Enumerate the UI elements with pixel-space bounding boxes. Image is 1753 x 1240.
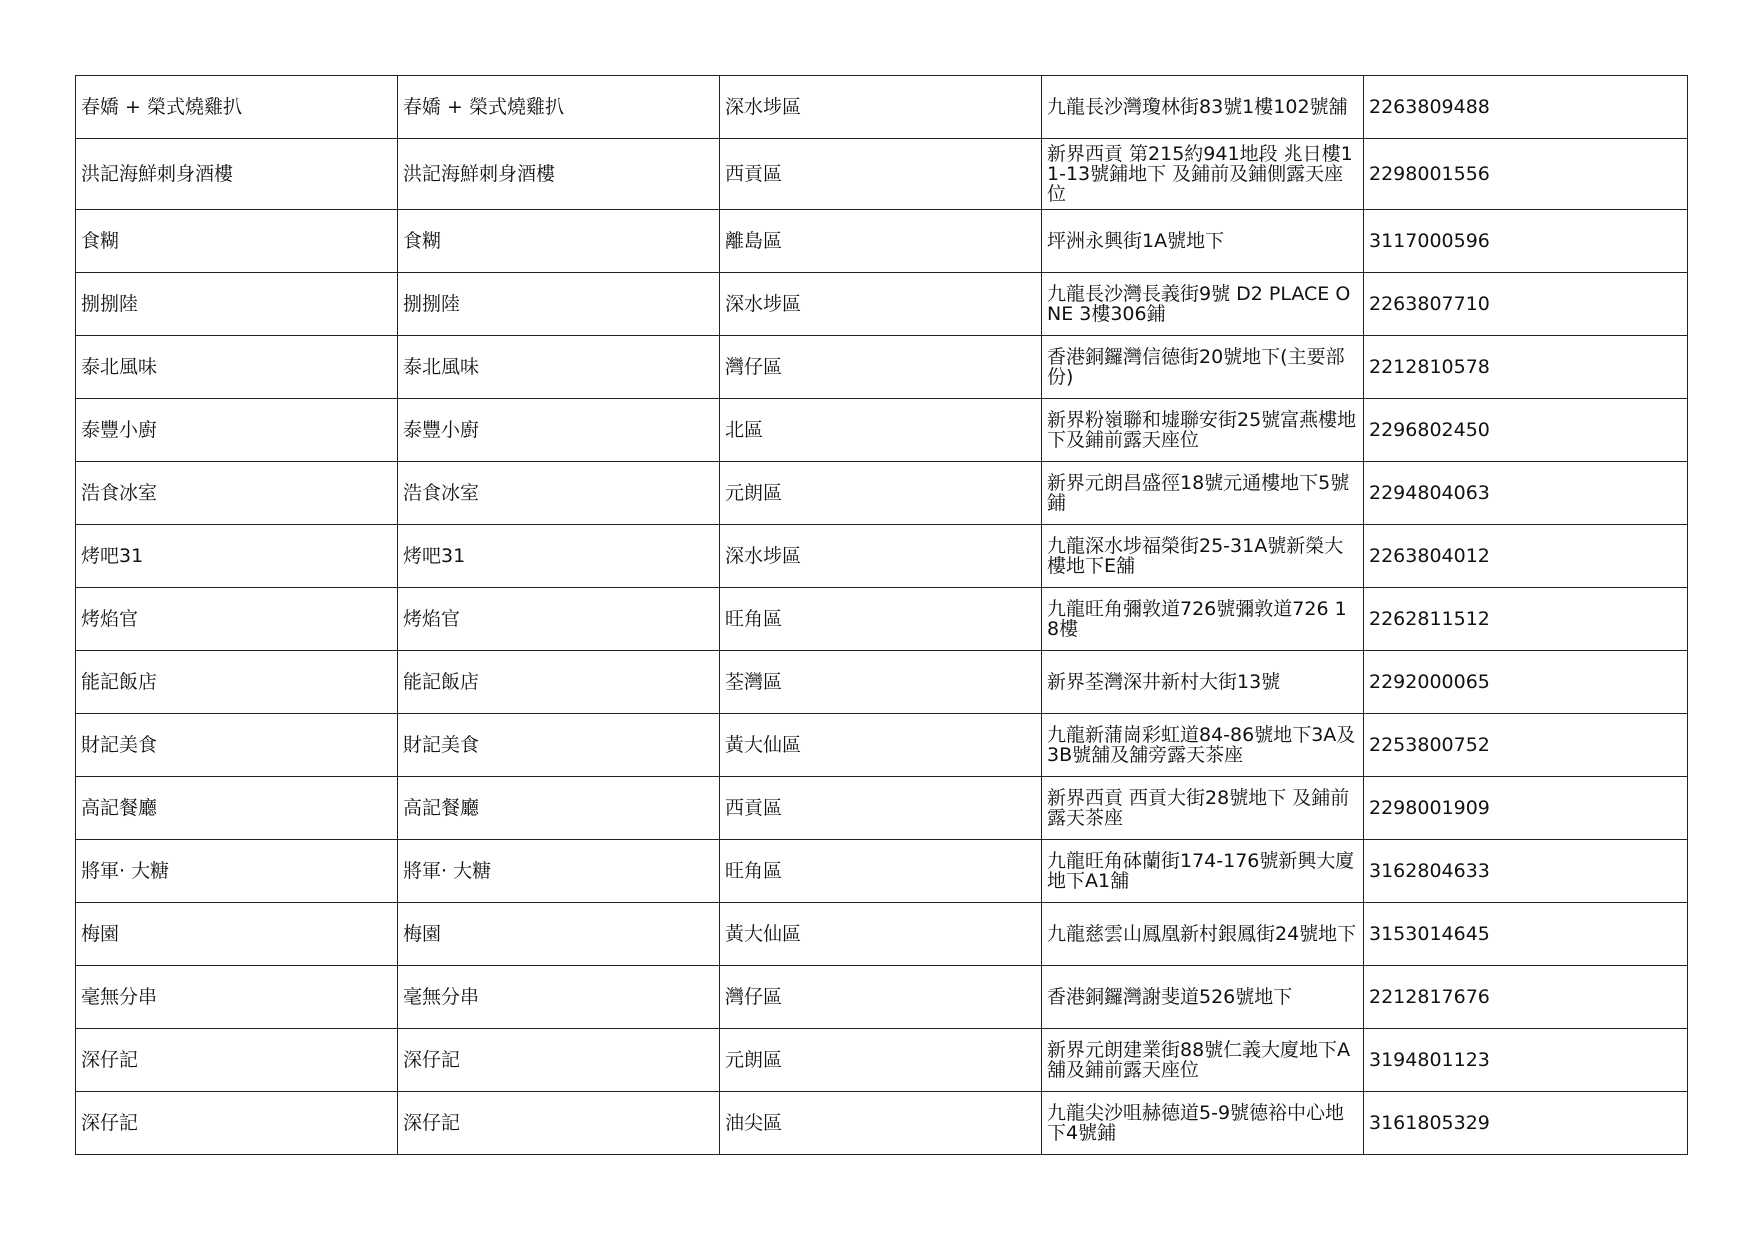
table-row	[76, 777, 1688, 840]
restaurant-name-cell: 能記飯店	[76, 651, 398, 714]
license-number-cell: 3117000596	[1364, 210, 1688, 273]
license-number-cell: 2212810578	[1364, 336, 1688, 399]
restaurant-name-cell: 梅園	[76, 903, 398, 966]
table-row	[76, 399, 1688, 462]
table-row	[76, 588, 1688, 651]
table-row	[76, 210, 1688, 273]
license-number-cell: 3153014645	[1364, 903, 1688, 966]
restaurant-name-cell: 捌捌陸	[76, 273, 398, 336]
restaurant-name-cell: 將軍· 大糖	[76, 840, 398, 903]
restaurant-name-alt-cell: 能記飯店	[398, 651, 720, 714]
table-row	[76, 903, 1688, 966]
restaurant-table	[75, 75, 1688, 1155]
district-cell: 元朗區	[720, 462, 1042, 525]
restaurant-name-cell: 財記美食	[76, 714, 398, 777]
district-cell: 旺角區	[720, 588, 1042, 651]
table-row	[76, 139, 1688, 210]
restaurant-name-cell: 烤焰官	[76, 588, 398, 651]
restaurant-name-cell: 泰北風味	[76, 336, 398, 399]
license-number-cell: 2212817676	[1364, 966, 1688, 1029]
table-row	[76, 966, 1688, 1029]
table-row	[76, 76, 1688, 139]
address-cell: 九龍長沙灣瓊林街83號1樓102號舖	[1042, 76, 1364, 139]
restaurant-name-alt-cell: 高記餐廳	[398, 777, 720, 840]
restaurant-name-cell: 深仔記	[76, 1029, 398, 1092]
address-cell: 新界西貢 第215約941地段 兆日樓11-13號鋪地下 及鋪前及鋪側露天座位	[1042, 139, 1364, 210]
address-cell: 九龍慈雲山鳳凰新村銀鳳街24號地下	[1042, 903, 1364, 966]
restaurant-name-alt-cell: 洪記海鮮刺身酒樓	[398, 139, 720, 210]
restaurant-name-cell: 浩食冰室	[76, 462, 398, 525]
address-cell: 香港銅鑼灣信德街20號地下(主要部份)	[1042, 336, 1364, 399]
table-row	[76, 840, 1688, 903]
district-cell: 離島區	[720, 210, 1042, 273]
address-cell: 新界粉嶺聯和墟聯安街25號富燕樓地下及鋪前露天座位	[1042, 399, 1364, 462]
license-number-cell: 3194801123	[1364, 1029, 1688, 1092]
district-cell: 黃大仙區	[720, 714, 1042, 777]
district-cell: 西貢區	[720, 777, 1042, 840]
restaurant-name-cell: 深仔記	[76, 1092, 398, 1155]
restaurant-name-alt-cell: 深仔記	[398, 1092, 720, 1155]
district-cell: 黃大仙區	[720, 903, 1042, 966]
restaurant-name-alt-cell: 泰北風味	[398, 336, 720, 399]
table-row	[76, 336, 1688, 399]
license-number-cell: 2263804012	[1364, 525, 1688, 588]
district-cell: 深水埗區	[720, 76, 1042, 139]
restaurant-name-alt-cell: 財記美食	[398, 714, 720, 777]
restaurant-name-alt-cell: 深仔記	[398, 1029, 720, 1092]
restaurant-name-cell: 烤吧31	[76, 525, 398, 588]
district-cell: 北區	[720, 399, 1042, 462]
license-number-cell: 2294804063	[1364, 462, 1688, 525]
district-cell: 旺角區	[720, 840, 1042, 903]
restaurant-name-alt-cell: 浩食冰室	[398, 462, 720, 525]
district-cell: 深水埗區	[720, 273, 1042, 336]
restaurant-name-alt-cell: 梅園	[398, 903, 720, 966]
address-cell: 香港銅鑼灣謝斐道526號地下	[1042, 966, 1364, 1029]
district-cell: 深水埗區	[720, 525, 1042, 588]
restaurant-name-cell: 食糊	[76, 210, 398, 273]
address-cell: 新界西貢 西貢大街28號地下 及鋪前露天茶座	[1042, 777, 1364, 840]
table-row	[76, 1029, 1688, 1092]
table-row	[76, 525, 1688, 588]
address-cell: 坪洲永興街1A號地下	[1042, 210, 1364, 273]
restaurant-name-alt-cell: 食糊	[398, 210, 720, 273]
license-number-cell: 2292000065	[1364, 651, 1688, 714]
address-cell: 九龍長沙灣長義街9號 D2 PLACE ONE 3樓306鋪	[1042, 273, 1364, 336]
address-cell: 新界元朗昌盛徑18號元通樓地下5號鋪	[1042, 462, 1364, 525]
restaurant-name-alt-cell: 捌捌陸	[398, 273, 720, 336]
table-row	[76, 651, 1688, 714]
address-cell: 新界元朗建業街88號仁義大廈地下A舖及鋪前露天座位	[1042, 1029, 1364, 1092]
address-cell: 九龍深水埗福榮街25-31A號新榮大樓地下E舖	[1042, 525, 1364, 588]
table-row	[76, 273, 1688, 336]
district-cell: 西貢區	[720, 139, 1042, 210]
restaurant-name-cell: 毫無分串	[76, 966, 398, 1029]
restaurant-name-cell: 高記餐廳	[76, 777, 398, 840]
license-number-cell: 2262811512	[1364, 588, 1688, 651]
restaurant-name-cell: 春嬌 + 榮式燒雞扒	[76, 76, 398, 139]
license-number-cell: 2253800752	[1364, 714, 1688, 777]
license-number-cell: 3162804633	[1364, 840, 1688, 903]
address-cell: 九龍尖沙咀赫德道5-9號德裕中心地下4號鋪	[1042, 1092, 1364, 1155]
address-cell: 新界荃灣深井新村大街13號	[1042, 651, 1364, 714]
restaurant-name-alt-cell: 烤吧31	[398, 525, 720, 588]
table-row	[76, 714, 1688, 777]
table-row	[76, 1092, 1688, 1155]
district-cell: 灣仔區	[720, 336, 1042, 399]
restaurant-name-alt-cell: 春嬌 + 榮式燒雞扒	[398, 76, 720, 139]
restaurant-name-alt-cell: 將軍· 大糖	[398, 840, 720, 903]
restaurant-name-alt-cell: 泰豐小廚	[398, 399, 720, 462]
district-cell: 灣仔區	[720, 966, 1042, 1029]
license-number-cell: 2263809488	[1364, 76, 1688, 139]
license-number-cell: 2263807710	[1364, 273, 1688, 336]
restaurant-name-cell: 洪記海鮮刺身酒樓	[76, 139, 398, 210]
district-cell: 元朗區	[720, 1029, 1042, 1092]
district-cell: 油尖區	[720, 1092, 1042, 1155]
license-number-cell: 2296802450	[1364, 399, 1688, 462]
license-number-cell: 2298001909	[1364, 777, 1688, 840]
restaurant-name-alt-cell: 毫無分串	[398, 966, 720, 1029]
address-cell: 九龍新蒲崗彩虹道84-86號地下3A及3B號舖及舖旁露天茶座	[1042, 714, 1364, 777]
district-cell: 荃灣區	[720, 651, 1042, 714]
address-cell: 九龍旺角砵蘭街174-176號新興大廈地下A1舖	[1042, 840, 1364, 903]
address-cell: 九龍旺角彌敦道726號彌敦道726 18樓	[1042, 588, 1364, 651]
license-number-cell: 2298001556	[1364, 139, 1688, 210]
restaurant-name-alt-cell: 烤焰官	[398, 588, 720, 651]
license-number-cell: 3161805329	[1364, 1092, 1688, 1155]
restaurant-name-cell: 泰豐小廚	[76, 399, 398, 462]
table-row	[76, 462, 1688, 525]
